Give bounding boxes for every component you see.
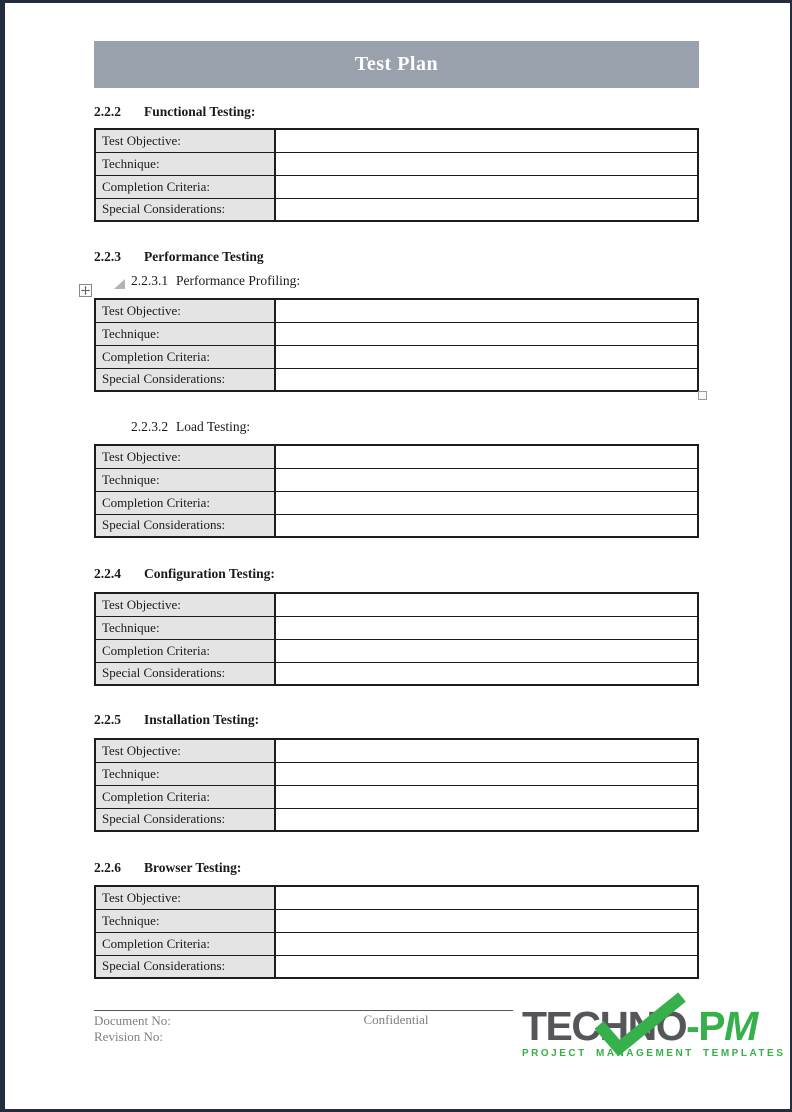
row-value-cell[interactable] (275, 322, 698, 345)
configuration-testing-table-wrap (94, 592, 699, 686)
section-heading-performance-profiling (94, 272, 699, 289)
section-heading-configuration-testing (94, 565, 699, 582)
row-value-cell[interactable] (275, 175, 698, 198)
row-value-cell[interactable] (275, 955, 698, 978)
page-footer (94, 1003, 786, 1080)
section-title: Performance Profiling: (176, 273, 301, 288)
row-value-cell[interactable] (275, 785, 698, 808)
browser-testing-table-wrap (94, 885, 699, 979)
row-value-cell[interactable] (275, 739, 698, 762)
footer-divider (94, 1010, 513, 1011)
row-label: Technique: (95, 468, 275, 491)
section-title: Load Testing: (176, 419, 251, 434)
row-value-cell[interactable] (275, 445, 698, 468)
document-content (94, 41, 786, 1080)
performance-profiling-table-wrap (94, 298, 699, 392)
row-label: Test Objective: (95, 299, 275, 322)
row-label: Test Objective: (95, 593, 275, 616)
installation-testing-table (94, 738, 699, 832)
row-label: Completion Criteria: (95, 491, 275, 514)
logo-brand-gray: TECHNO (522, 1003, 687, 1049)
techno-pm-logo (522, 1003, 786, 1059)
table-row (95, 491, 698, 514)
table-row (95, 322, 698, 345)
section-title: Installation Testing: (144, 712, 260, 727)
section-number: 2.2.4 (94, 566, 121, 581)
row-value-cell[interactable] (275, 491, 698, 514)
row-label: Completion Criteria: (95, 639, 275, 662)
table-row (95, 345, 698, 368)
row-value-cell[interactable] (275, 886, 698, 909)
table-row (95, 932, 698, 955)
section-number: 2.2.5 (94, 712, 121, 727)
installation-testing-table-wrap (94, 738, 699, 832)
logo-brand-green: -P (686, 1003, 725, 1049)
row-value-cell[interactable] (275, 198, 698, 221)
row-value-cell[interactable] (275, 299, 698, 322)
row-value-cell[interactable] (275, 593, 698, 616)
row-label: Special Considerations: (95, 808, 275, 831)
section-number: 2.2.3 (94, 249, 121, 264)
functional-testing-table-wrap (94, 128, 699, 222)
table-row (95, 886, 698, 909)
row-label: Technique: (95, 322, 275, 345)
document-title-bar (94, 41, 699, 88)
row-label: Test Objective: (95, 886, 275, 909)
document-no-label: Document No: (94, 1013, 171, 1028)
row-label: Special Considerations: (95, 198, 275, 221)
row-label: Test Objective: (95, 445, 275, 468)
performance-profiling-table (94, 298, 699, 392)
section-number: 2.2.6 (94, 860, 121, 875)
table-row (95, 808, 698, 831)
section-number: 2.2.3.1 (131, 273, 169, 288)
row-label: Completion Criteria: (95, 345, 275, 368)
table-row (95, 198, 698, 221)
revision-no-label: Revision No: (94, 1028, 163, 1044)
logo-brand-green-m: M (724, 1003, 757, 1049)
table-row (95, 662, 698, 685)
row-value-cell[interactable] (275, 152, 698, 175)
row-value-cell[interactable] (275, 129, 698, 152)
row-label: Test Objective: (95, 739, 275, 762)
section-heading-load-testing (94, 418, 699, 435)
row-value-cell[interactable] (275, 808, 698, 831)
table-row (95, 175, 698, 198)
row-value-cell[interactable] (275, 345, 698, 368)
table-row (95, 909, 698, 932)
row-value-cell[interactable] (275, 762, 698, 785)
logo-tagline: PROJECT MANAGEMENT TEMPLATES (522, 1048, 786, 1059)
section-number: 2.2.3.2 (131, 419, 169, 434)
section-title: Browser Testing: (144, 860, 242, 875)
section-heading-browser-testing (94, 859, 699, 876)
row-value-cell[interactable] (275, 932, 698, 955)
table-row (95, 593, 698, 616)
section-title: Functional Testing: (144, 104, 256, 119)
row-label: Completion Criteria: (95, 785, 275, 808)
table-row (95, 129, 698, 152)
confidential-label: Confidential (363, 1012, 429, 1027)
table-row (95, 739, 698, 762)
row-value-cell[interactable] (275, 368, 698, 391)
table-row (95, 616, 698, 639)
section-heading-performance-testing (94, 248, 699, 265)
browser-testing-table (94, 885, 699, 979)
table-row (95, 468, 698, 491)
page-title: Test Plan (354, 53, 439, 75)
table-row (95, 785, 698, 808)
table-row (95, 514, 698, 537)
section-title: Performance Testing (144, 249, 264, 264)
row-label: Special Considerations: (95, 955, 275, 978)
row-label: Technique: (95, 616, 275, 639)
table-row (95, 368, 698, 391)
row-label: Test Objective: (95, 129, 275, 152)
row-value-cell[interactable] (275, 639, 698, 662)
section-heading-installation-testing (94, 711, 699, 728)
load-testing-table (94, 444, 699, 538)
row-value-cell[interactable] (275, 662, 698, 685)
row-label: Completion Criteria: (95, 932, 275, 955)
row-label: Special Considerations: (95, 662, 275, 685)
table-row (95, 445, 698, 468)
table-row (95, 152, 698, 175)
row-label: Technique: (95, 762, 275, 785)
row-label: Special Considerations: (95, 514, 275, 537)
table-row (95, 762, 698, 785)
row-label: Technique: (95, 152, 275, 175)
section-number: 2.2.2 (94, 104, 121, 119)
table-resize-handle[interactable] (698, 391, 707, 400)
table-row (95, 955, 698, 978)
row-value-cell[interactable] (275, 468, 698, 491)
heading-collapse-icon[interactable] (114, 276, 125, 286)
row-label: Special Considerations: (95, 368, 275, 391)
section-heading-functional-testing (94, 103, 699, 120)
row-value-cell[interactable] (275, 909, 698, 932)
row-label: Completion Criteria: (95, 175, 275, 198)
functional-testing-table (94, 128, 699, 222)
configuration-testing-table (94, 592, 699, 686)
table-row (95, 299, 698, 322)
row-value-cell[interactable] (275, 616, 698, 639)
row-value-cell[interactable] (275, 514, 698, 537)
table-row (95, 639, 698, 662)
load-testing-table-wrap (94, 444, 699, 538)
section-title: Configuration Testing: (144, 566, 275, 581)
row-label: Technique: (95, 909, 275, 932)
logo-brand-text (522, 1004, 780, 1048)
table-move-handle-icon[interactable] (79, 284, 92, 297)
